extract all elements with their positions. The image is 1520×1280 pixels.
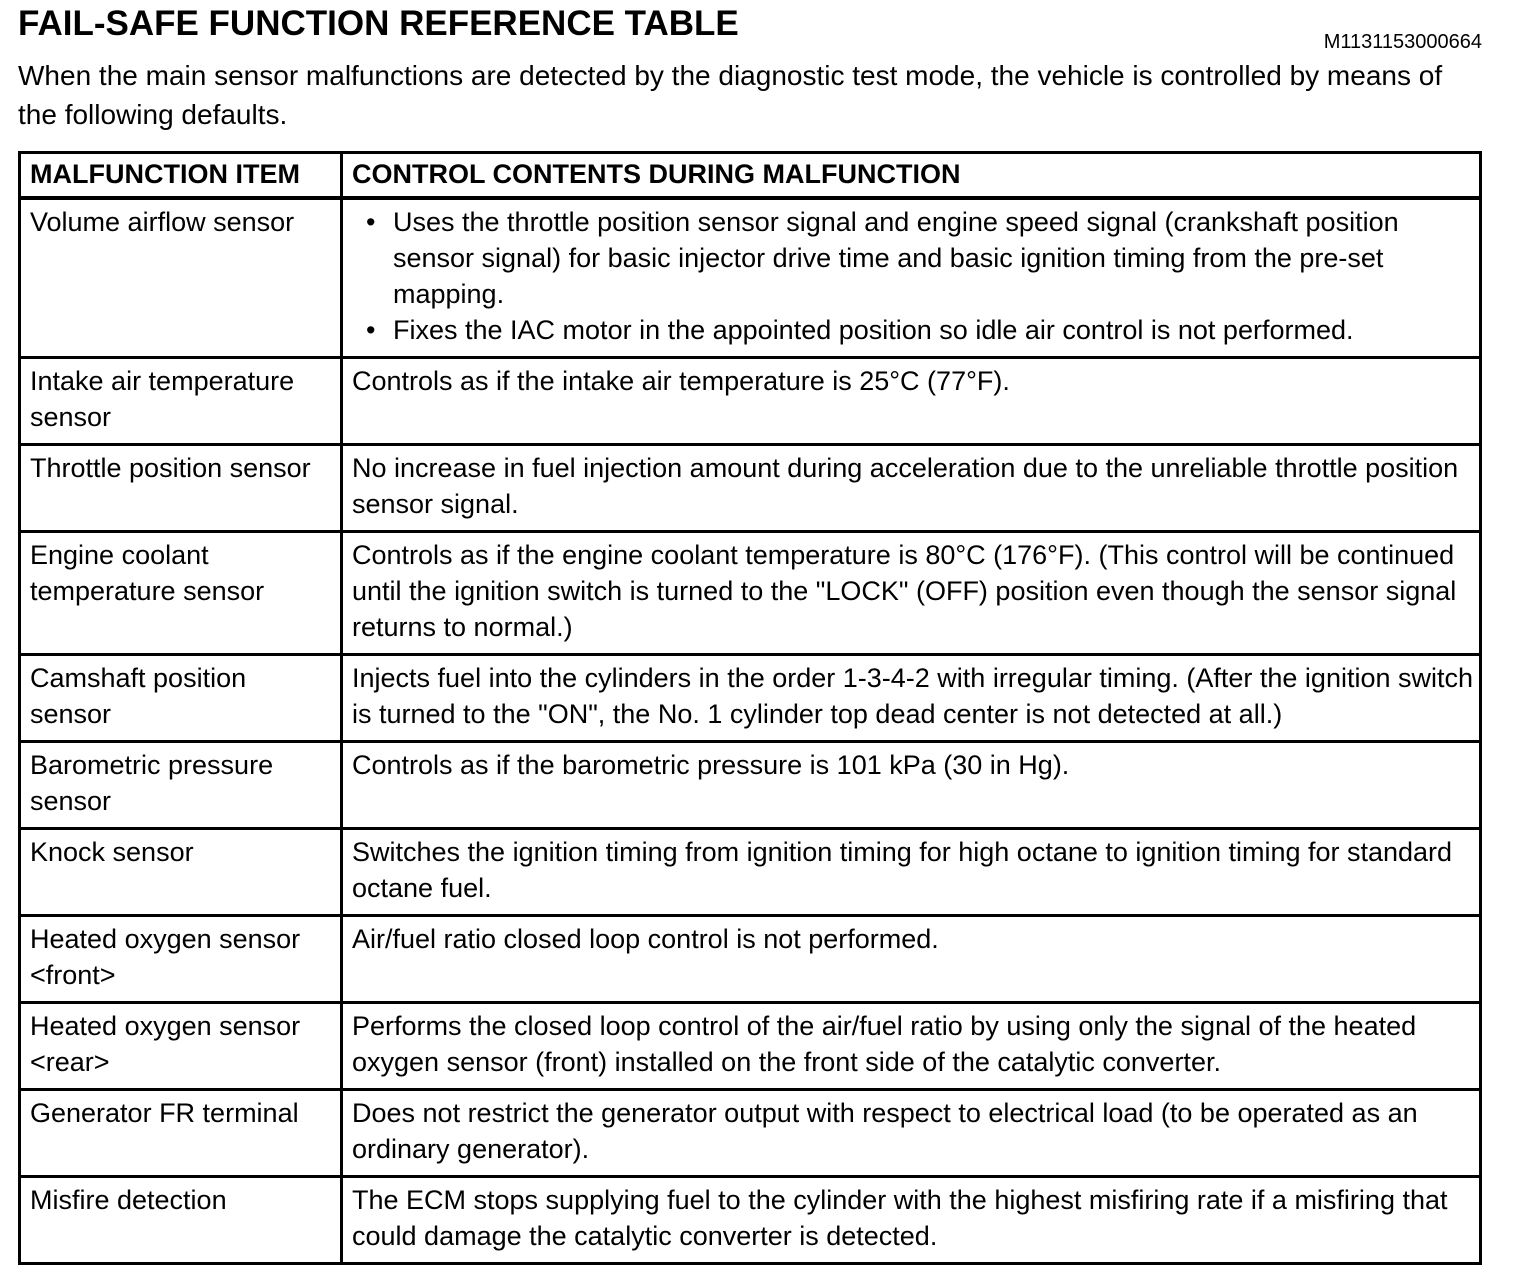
- table-row: [20, 1003, 1481, 1090]
- table-row: [20, 1090, 1481, 1177]
- column-header-control-contents: CONTROL CONTENTS DURING MALFUNCTION: [342, 153, 1481, 199]
- intro-text: When the main sensor malfunctions are detected by the diagnostic test mode, the vehicle is controlled by means of the following defaults.: [18, 60, 1443, 130]
- table-row: [20, 358, 1481, 445]
- control-contents-cell: Switches the ignition timing from ignition timing for high octane to ignition timing for standard octane fuel.: [342, 829, 1481, 916]
- malfunction-item-cell: Throttle position sensor: [20, 445, 342, 532]
- table-row: [20, 445, 1481, 532]
- malfunction-item-cell: Camshaft position sensor: [20, 655, 342, 742]
- control-contents-cell: Controls as if the engine coolant temperature is 80°C (176°F). (This control will be continued until the ignition switch is turned to the "LOCK" (OFF) position even though the sensor signal returns to normal.): [342, 532, 1481, 655]
- bullet-item: • Uses the throttle position sensor signal and engine speed signal (crankshaft position sensor signal) for basic injector drive time and basic ignition timing from the pre-set mapping.: [352, 204, 1473, 312]
- malfunction-item-cell: Intake air temperature sensor: [20, 358, 342, 445]
- control-contents-cell: Does not restrict the generator output with respect to electrical load (to be operated as an ordinary generator).: [342, 1090, 1481, 1177]
- malfunction-item-cell: Misfire detection: [20, 1177, 342, 1264]
- document-code: M1131153000664: [1323, 31, 1482, 53]
- table-row: [20, 829, 1481, 916]
- table-row: [20, 742, 1481, 829]
- document-header: [18, 4, 1482, 53]
- table-row: [20, 655, 1481, 742]
- malfunction-item-cell: Heated oxygen sensor <front>: [20, 916, 342, 1003]
- table-row: [20, 198, 1481, 358]
- malfunction-item-cell: Volume airflow sensor: [20, 198, 342, 358]
- control-contents-cell: No increase in fuel injection amount during acceleration due to the unreliable throttle position sensor signal.: [342, 445, 1481, 532]
- fail-safe-function-table: [18, 151, 1482, 1265]
- control-contents-bullet-list: [352, 204, 1473, 348]
- control-contents-cell: Controls as if the barometric pressure is 101 kPa (30 in Hg).: [342, 742, 1481, 829]
- table-header-row: [20, 153, 1481, 199]
- column-header-malfunction-item: MALFUNCTION ITEM: [20, 153, 342, 199]
- table-row: [20, 532, 1481, 655]
- bullet-item: • Fixes the IAC motor in the appointed position so idle air control is not performed.: [352, 312, 1473, 348]
- table-row: [20, 1177, 1481, 1264]
- table-body: [20, 198, 1481, 1264]
- malfunction-item-cell: Barometric pressure sensor: [20, 742, 342, 829]
- control-contents-cell: The ECM stops supplying fuel to the cylinder with the highest misfiring rate if a misfiring that could damage the catalytic converter is detected.: [342, 1177, 1481, 1264]
- control-contents-cell: [342, 198, 1481, 358]
- malfunction-item-cell: Knock sensor: [20, 829, 342, 916]
- table-row: [20, 916, 1481, 1003]
- malfunction-item-cell: Generator FR terminal: [20, 1090, 342, 1177]
- control-contents-cell: Injects fuel into the cylinders in the order 1-3-4-2 with irregular timing. (After the ignition switch is turned to the "ON", the No. 1 cylinder top dead center is not detected at all.): [342, 655, 1481, 742]
- malfunction-item-cell: Engine coolant temperature sensor: [20, 532, 342, 655]
- control-contents-cell: Performs the closed loop control of the air/fuel ratio by using only the signal of the heated oxygen sensor (front) installed on the front side of the catalytic converter.: [342, 1003, 1481, 1090]
- control-contents-cell: Air/fuel ratio closed loop control is not performed.: [342, 916, 1481, 1003]
- page-title: FAIL-SAFE FUNCTION REFERENCE TABLE: [18, 4, 739, 43]
- control-contents-cell: Controls as if the intake air temperature is 25°C (77°F).: [342, 358, 1481, 445]
- malfunction-item-cell: Heated oxygen sensor <rear>: [20, 1003, 342, 1090]
